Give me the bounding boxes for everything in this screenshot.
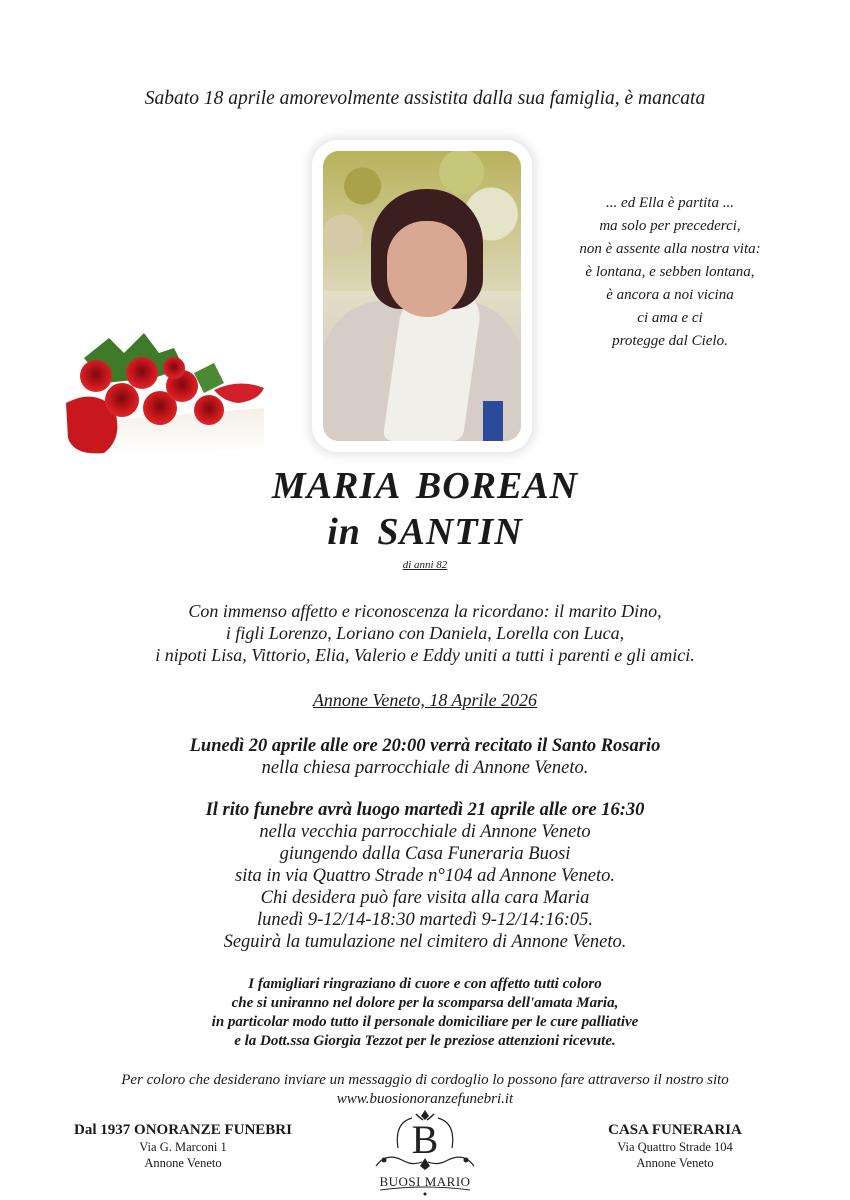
footer-right-title: CASA FUNERARIA (608, 1122, 742, 1138)
family-line: Con immenso affetto e riconoscenza la ricordano: il marito Dino, (188, 601, 662, 621)
condolences-text: Per coloro che desiderano inviare un messaggio di cordoglio lo possono fare attraverso il nostro sito (121, 1072, 729, 1088)
logo-name: BUOSI MARIO (379, 1174, 471, 1189)
portrait-frame (312, 140, 532, 452)
footer-funeral-home (560, 1122, 790, 1171)
poem-line: non è assente alla nostra vita: (579, 241, 761, 257)
footer-left-address: Via G. Marconi 1 (139, 1140, 227, 1154)
thanks-line: che si uniranno nel dolore per la scomparsa dell'amata Maria, (231, 995, 619, 1011)
poem-line: ma solo per precederci, (599, 218, 741, 234)
funeral-line: nella vecchia parrocchiale di Annone Veneto (259, 822, 591, 842)
funeral-headline: Il rito funebre avrà luogo martedì 21 aprile alle ore 16:30 (205, 800, 645, 820)
rosary-announcement (0, 735, 850, 779)
poem-line: protegge dal Cielo. (612, 333, 728, 349)
funeral-announcement (0, 799, 850, 953)
footer-left-city: Annone Veneto (144, 1156, 222, 1170)
footer-left-title: Dal 1937 ONORANZE FUNEBRI (74, 1122, 292, 1138)
website-link[interactable]: www.buosionoranzefunebri.it (336, 1091, 514, 1107)
buosi-logo (372, 1108, 478, 1196)
photo-face (387, 221, 467, 317)
funeral-line: lunedì 9-12/14-18:30 martedì 9-12/14:16:05. (256, 910, 594, 930)
funeral-line: Seguirà la tumulazione nel cimitero di Annone Veneto. (223, 932, 627, 952)
poem-line: è lontana, e sebben lontana, (585, 264, 755, 280)
intro-text: Sabato 18 aprile amorevolmente assistita dalla sua famiglia, è mancata (144, 88, 706, 109)
portrait-photo (323, 151, 521, 441)
funeral-line: sita in via Quattro Strade n°104 ad Annone Veneto. (235, 866, 615, 886)
thanks-message (0, 975, 850, 1051)
footer-right-city: Annone Veneto (636, 1156, 714, 1170)
family-mourners (0, 600, 850, 666)
footer-funeral-services (48, 1122, 318, 1171)
thanks-line: I famigliari ringraziano di cuore e con affetto tutti coloro (248, 976, 602, 992)
family-line: i figli Lorenzo, Loriano con Daniela, Lorella con Luca, (225, 623, 625, 643)
roses-image (64, 328, 268, 460)
poem-line: è ancora a noi vicina (606, 287, 734, 303)
footer-right-address: Via Quattro Strade 104 (617, 1140, 733, 1154)
poem-line: ci ama e ci (637, 310, 703, 326)
poem-line: ... ed Ella è partita ... (606, 195, 734, 211)
deceased-name: MARIA BOREAN (271, 465, 579, 507)
place-date: Annone Veneto, 18 Aprile 2026 (312, 690, 538, 710)
thanks-line: e la Dott.ssa Giorgia Tezzot per le preziose attenzioni ricevute. (234, 1033, 616, 1049)
poem (545, 192, 795, 353)
deceased-married-name: in SANTIN (327, 511, 523, 553)
logo-letter: B (411, 1117, 439, 1162)
funeral-line: Chi desidera può fare visita alla cara Maria (260, 888, 590, 908)
photo-blue-garment (483, 401, 503, 441)
thanks-line: in particolar modo tutto il personale domiciliare per le cure palliative (211, 1014, 639, 1030)
funeral-line: giungendo dalla Casa Funeraria Buosi (279, 844, 571, 864)
deceased-age: di anni 82 (402, 559, 448, 571)
rosary-detail: nella chiesa parrocchiale di Annone Veneto. (261, 758, 589, 778)
condolences-note (0, 1071, 850, 1109)
rosary-headline: Lunedì 20 aprile alle ore 20:00 verrà recitato il Santo Rosario (189, 736, 661, 756)
family-line: i nipoti Lisa, Vittorio, Elia, Valerio e Eddy uniti a tutti i parenti e gli amici. (155, 645, 695, 665)
